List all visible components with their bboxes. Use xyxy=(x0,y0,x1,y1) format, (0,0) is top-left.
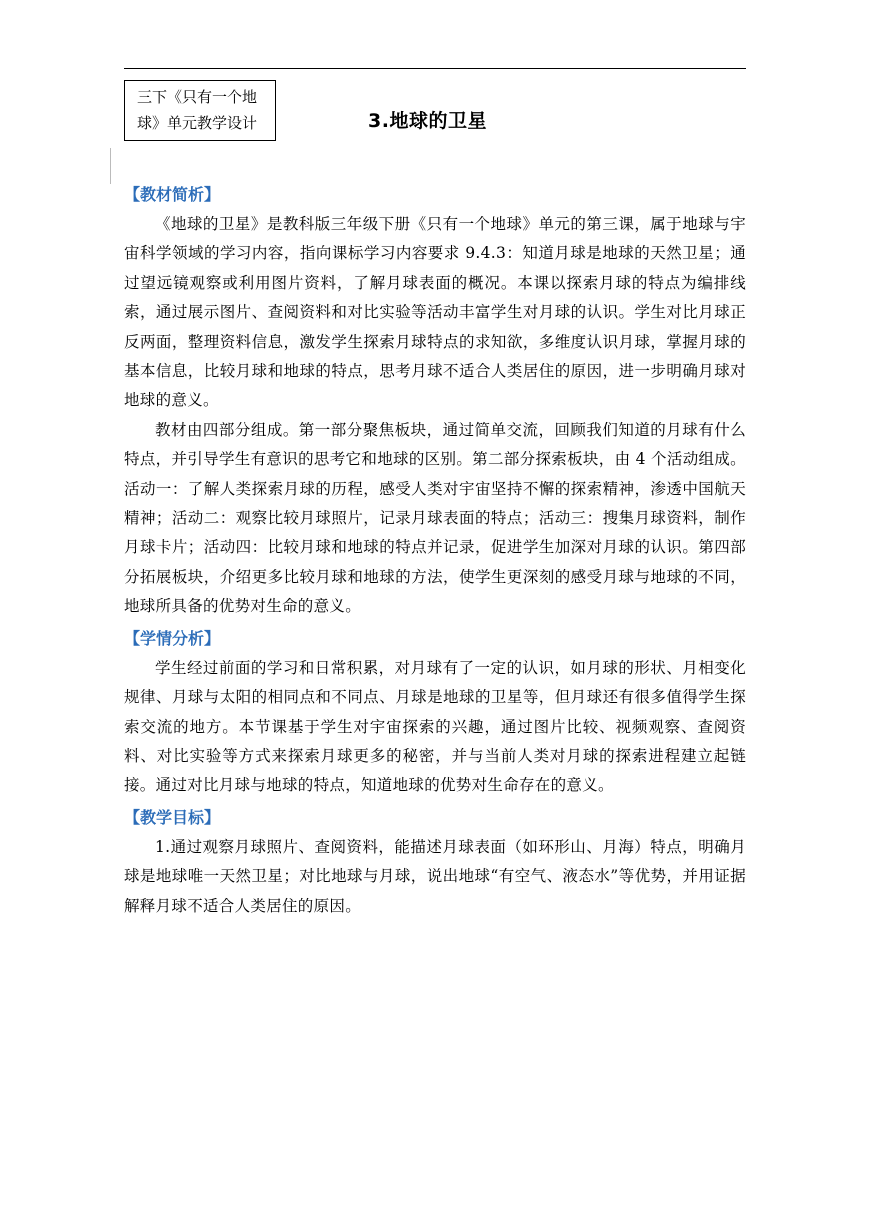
section-heading: 【教材简析】 xyxy=(124,185,221,204)
section-teaching-goals xyxy=(124,803,746,921)
paragraph: 《地球的卫星》是教科版三年级下册《只有一个地球》单元的第三课，属于地球与宇宙科学领域的学习内容，指向课标学习内容要求 9.4.3：知道月球是地球的天然卫星；通过望远镜观察或利用图片资料，了解月球表面的概况。本课以探索月球的特点为编排线索，通过展示图片、查阅资料和对比实验等活动丰富学生对月球的认识。学生对比月球正反两面，整理资料信息，激发学生探索月球特点的求知欲，多维度认识月球，掌握月球的基本信息，比较月球和地球的特点，思考月球不适合人类居住的原因，进一步明确月球对地球的意义。 xyxy=(124,215,746,410)
lesson-title: 3.地球的卫星 xyxy=(368,110,487,132)
paragraph: 教材由四部分组成。第一部分聚焦板块，通过简单交流，回顾我们知道的月球有什么特点，并引导学生有意识的思考它和地球的区别。第二部分探索板块，由 4 个活动组成。活动一：了解人类探索月球的历程，感受人类对宇宙坚持不懈的探索精神，渗透中国航天精神；活动二：观察比较月球照片，记录月球表面的特点；活动三：搜集月球资料，制作月球卡片；活动四：比较月球和地球的特点并记录，促进学生加深对月球的认识。第四部分拓展板块，介绍更多比较月球和地球的方法，使学生更深刻的感受月球与地球的不同，地球所具备的优势对生命的意义。 xyxy=(124,420,746,616)
section-heading: 【学情分析】 xyxy=(124,628,221,648)
unit-label-line1: 三下《只有一个地 xyxy=(137,88,258,106)
header-rule xyxy=(124,68,746,69)
paragraph: 1.通过观察月球照片、查阅资料，能描述月球表面（如环形山、月海）特点，明确月球是地球唯一天然卫星；对比地球与月球，说出地球“有空气、液态水”等优势，并用证据解释月球不适合人类居住的原因。 xyxy=(124,837,746,915)
unit-label-line2: 球》单元教学设计 xyxy=(137,114,258,132)
section-heading: 【教学目标】 xyxy=(124,807,221,827)
section-learner-analysis xyxy=(124,624,746,801)
paragraph: 学生经过前面的学习和日常积累，对月球有了一定的认识，如月球的形状、月相变化规律、月球与太阳的相同点和不同点、月球是地球的卫星等，但月球还有很多值得学生探索交流的地方。本节课基于学生对宇宙探索的兴趣，通过图片比较、视频观察、查阅资料、对比实验等方式来探索月球更多的秘密，并与当前人类对月球的探索进程建立起链接。通过对比月球与地球的特点，知道地球的优势对生命存在的意义。 xyxy=(124,658,746,795)
unit-label-box xyxy=(124,80,276,141)
section-textbook-analysis xyxy=(124,180,746,622)
margin-mark xyxy=(110,148,111,184)
document-body xyxy=(124,178,746,921)
